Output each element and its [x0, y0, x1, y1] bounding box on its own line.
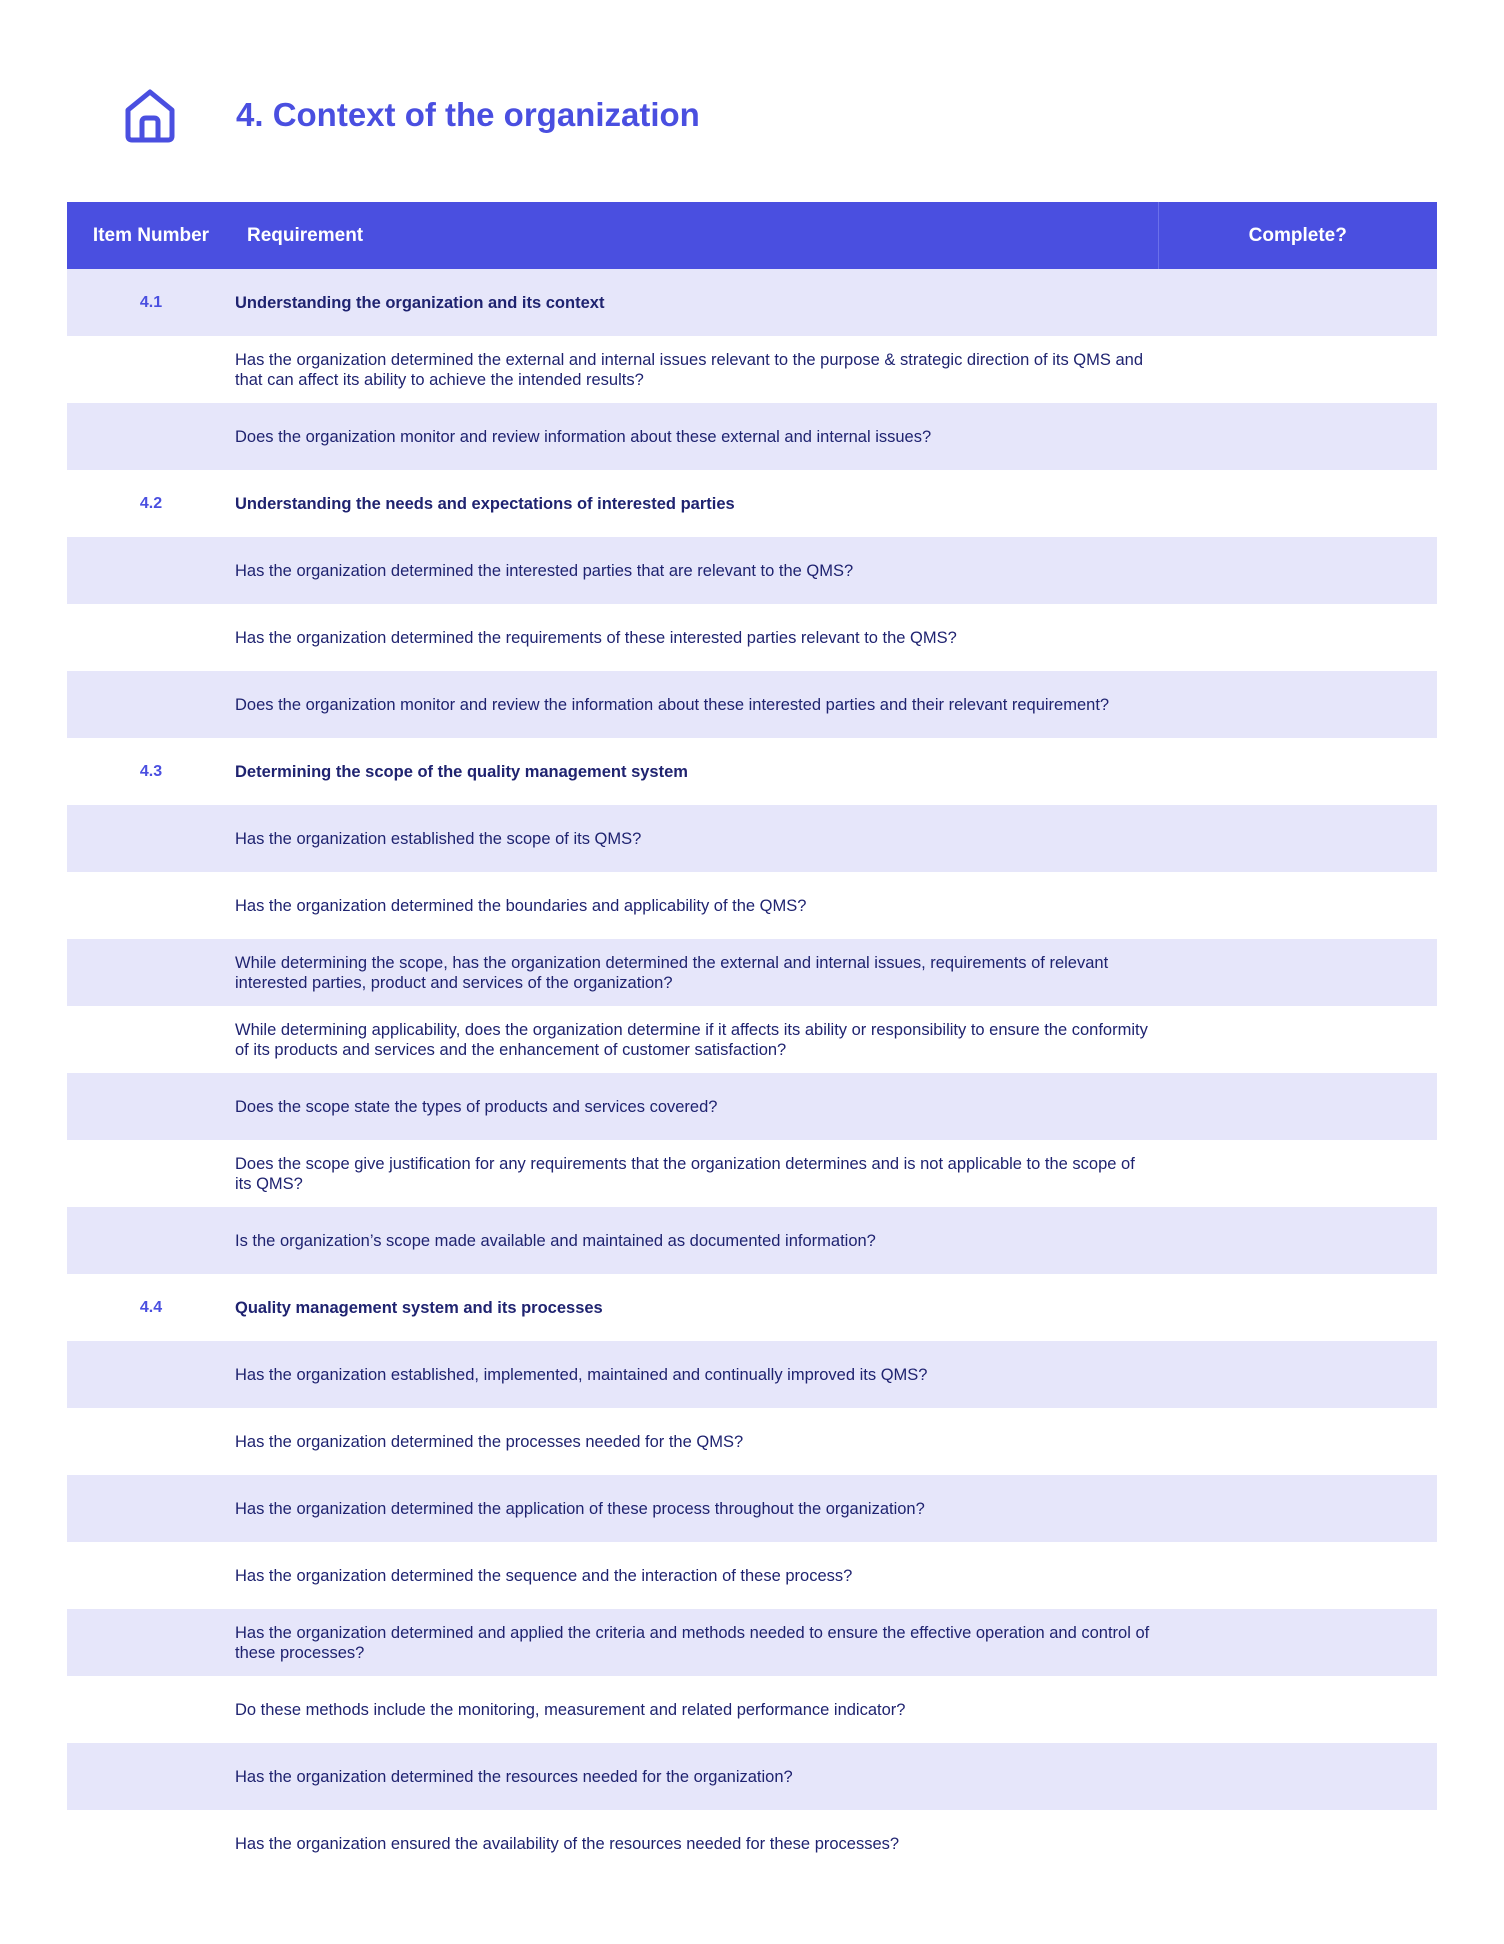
- item-number-cell: [67, 403, 235, 470]
- table-row: [67, 1810, 1437, 1877]
- requirement-cell: While determining applicability, does the organization determine if it affects its ability or responsibility to ensure the conformity of its products and services and the enhancement of customer satisfaction?: [235, 1020, 1148, 1059]
- item-number-cell: [67, 537, 235, 604]
- table-row: [67, 671, 1437, 738]
- table-row: [67, 1676, 1437, 1743]
- item-number-cell: [67, 1609, 235, 1676]
- item-number-cell: 4.4: [139, 1298, 163, 1316]
- table-row: [67, 1542, 1437, 1609]
- item-number-cell: [67, 1810, 235, 1877]
- requirement-cell: Does the scope give justification for any requirements that the organization determines and is not applicable to the scope of its QMS?: [235, 1154, 1135, 1193]
- item-number-cell: [67, 671, 235, 738]
- complete-cell[interactable]: [1158, 872, 1437, 939]
- item-number-cell: 4.3: [139, 762, 163, 780]
- table-row: [67, 1073, 1437, 1140]
- table-header-row: [67, 202, 1437, 269]
- page-title: 4. Context of the organization: [236, 96, 700, 133]
- requirement-cell: Has the organization determined the external and internal issues relevant to the purpose & strategic direction of its QMS and that can affect its ability to achieve the intended results?: [235, 350, 1144, 389]
- requirement-cell: Has the organization established, implemented, maintained and continually improved its QMS?: [235, 1365, 928, 1384]
- complete-cell[interactable]: [1158, 403, 1437, 470]
- complete-cell[interactable]: [1158, 738, 1437, 805]
- complete-cell[interactable]: [1158, 1810, 1437, 1877]
- requirement-cell: Does the organization monitor and review the information about these interested parties and their relevant requirement?: [235, 695, 1110, 714]
- table-row: [67, 1006, 1437, 1073]
- requirement-cell: Is the organization’s scope made available and maintained as documented information?: [235, 1231, 876, 1250]
- item-number-cell: [67, 1207, 235, 1274]
- item-number-cell: [67, 805, 235, 872]
- table-row: [67, 805, 1437, 872]
- table-row: [67, 604, 1437, 671]
- item-number-cell: [67, 1073, 235, 1140]
- complete-cell[interactable]: [1158, 1475, 1437, 1542]
- complete-cell[interactable]: [1158, 1609, 1437, 1676]
- section-row: [67, 1274, 1437, 1341]
- complete-cell[interactable]: [1158, 939, 1437, 1006]
- complete-cell[interactable]: [1158, 1140, 1437, 1207]
- table-row: [67, 1609, 1437, 1676]
- complete-cell[interactable]: [1158, 1006, 1437, 1073]
- section-row: [67, 738, 1437, 805]
- item-number-cell: 4.2: [139, 494, 163, 512]
- item-number-cell: [67, 939, 235, 1006]
- complete-cell[interactable]: [1158, 1743, 1437, 1810]
- column-header-item-number: Item Number: [92, 224, 210, 246]
- checklist-table-container: [67, 202, 1437, 1877]
- item-number-cell: [67, 1006, 235, 1073]
- requirement-cell: Does the organization monitor and review information about these external and internal issues?: [235, 427, 932, 446]
- requirement-cell: Has the organization determined the requirements of these interested parties relevant to the QMS?: [235, 628, 957, 647]
- section-row: [67, 269, 1437, 336]
- complete-cell[interactable]: [1158, 1676, 1437, 1743]
- section-title-cell: Understanding the organization and its context: [235, 293, 605, 312]
- checklist-table: [67, 202, 1437, 1877]
- table-row: [67, 1475, 1437, 1542]
- table-row: [67, 872, 1437, 939]
- table-row: [67, 336, 1437, 403]
- requirement-cell: While determining the scope, has the organization determined the external and internal issues, requirements of relevant interested parties, product and services of the organization?: [235, 953, 1109, 992]
- complete-cell[interactable]: [1158, 1274, 1437, 1341]
- requirement-cell: Has the organization determined the processes needed for the QMS?: [235, 1432, 744, 1451]
- complete-cell[interactable]: [1158, 1073, 1437, 1140]
- requirement-cell: Do these methods include the monitoring, measurement and related performance indicator?: [235, 1700, 906, 1719]
- requirement-cell: Has the organization determined the interested parties that are relevant to the QMS?: [235, 561, 854, 580]
- requirement-cell: Has the organization ensured the availability of the resources needed for these processes?: [235, 1834, 900, 1853]
- item-number-cell: [67, 336, 235, 403]
- table-row: [67, 1341, 1437, 1408]
- table-row: [67, 939, 1437, 1006]
- complete-cell[interactable]: [1158, 1341, 1437, 1408]
- column-header-requirement: Requirement: [247, 224, 364, 246]
- item-number-cell: [67, 872, 235, 939]
- complete-cell[interactable]: [1158, 1408, 1437, 1475]
- requirement-cell: Does the scope state the types of products and services covered?: [235, 1097, 718, 1116]
- table-row: [67, 1140, 1437, 1207]
- complete-cell[interactable]: [1158, 269, 1437, 336]
- table-row: [67, 1207, 1437, 1274]
- home-icon[interactable]: [124, 88, 176, 144]
- item-number-cell: [67, 1475, 235, 1542]
- complete-cell[interactable]: [1158, 470, 1437, 537]
- item-number-cell: [67, 1542, 235, 1609]
- complete-cell[interactable]: [1158, 336, 1437, 403]
- checklist-body: [67, 269, 1437, 1877]
- item-number-cell: [67, 1408, 235, 1475]
- requirement-cell: Has the organization determined the application of these process throughout the organization?: [235, 1499, 925, 1518]
- complete-cell[interactable]: [1158, 671, 1437, 738]
- requirement-cell: Has the organization determined and applied the criteria and methods needed to ensure the effective operation and control of these processes?: [235, 1623, 1150, 1662]
- item-number-cell: [67, 1140, 235, 1207]
- complete-cell[interactable]: [1158, 604, 1437, 671]
- item-number-cell: [67, 1676, 235, 1743]
- table-row: [67, 537, 1437, 604]
- requirement-cell: Has the organization determined the resources needed for the organization?: [235, 1767, 793, 1786]
- table-row: [67, 1408, 1437, 1475]
- requirement-cell: Has the organization established the scope of its QMS?: [235, 829, 642, 848]
- item-number-cell: 4.1: [139, 293, 163, 311]
- item-number-cell: [67, 604, 235, 671]
- column-header-complete: Complete?: [1158, 202, 1437, 269]
- section-row: [67, 470, 1437, 537]
- complete-cell[interactable]: [1158, 1207, 1437, 1274]
- item-number-cell: [67, 1743, 235, 1810]
- complete-cell[interactable]: [1158, 537, 1437, 604]
- requirement-cell: Has the organization determined the sequence and the interaction of these process?: [235, 1566, 853, 1585]
- section-title-cell: Understanding the needs and expectations of interested parties: [235, 494, 735, 513]
- section-title-cell: Quality management system and its processes: [235, 1298, 603, 1317]
- item-number-cell: [67, 1341, 235, 1408]
- table-row: [67, 1743, 1437, 1810]
- requirement-cell: Has the organization determined the boundaries and applicability of the QMS?: [235, 896, 807, 915]
- table-row: [67, 403, 1437, 470]
- complete-cell[interactable]: [1158, 805, 1437, 872]
- complete-cell[interactable]: [1158, 1542, 1437, 1609]
- page-header: [124, 88, 176, 144]
- section-title-cell: Determining the scope of the quality management system: [235, 762, 688, 781]
